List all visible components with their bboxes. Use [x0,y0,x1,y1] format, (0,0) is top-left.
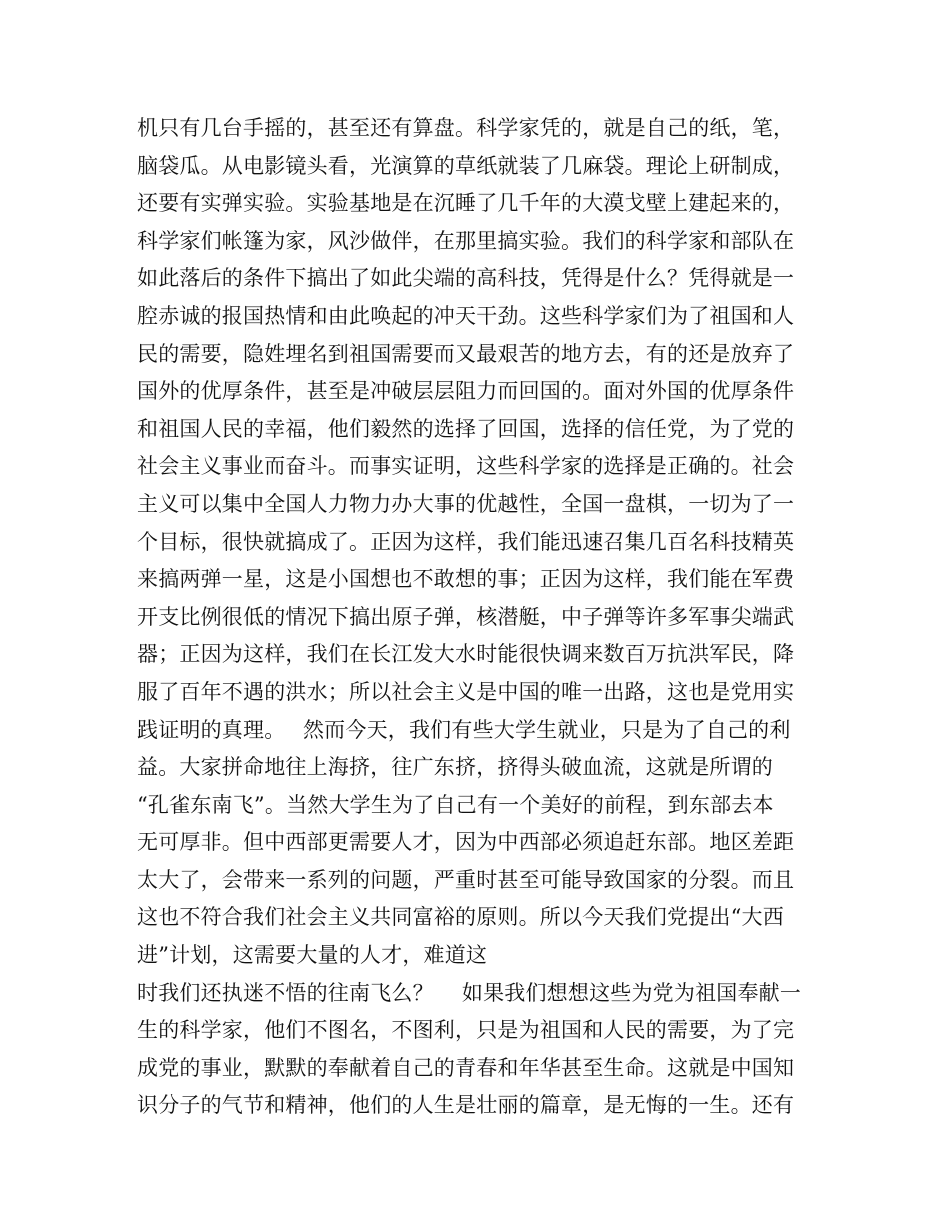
text-line: 识分子的气节和精神，他们的人生是壮丽的篇章，是无悔的一生。还有 [137,1093,795,1118]
text-line: 科学家们帐篷为家，风沙做伴，在那里搞实验。我们的科学家和部队在 [137,228,795,253]
text-line: 国外的优厚条件，甚至是冲破层层阻力而回国的。面对外国的优厚条件 [137,379,795,404]
text-line: 服了百年不遇的洪水；所以社会主义是中国的唯一出路，这也是党用实 [137,679,795,704]
text-line: 器；正因为这样，我们在长江发大水时能很快调来数百万抗洪军民，降 [137,642,795,667]
text-line: 个目标，很快就搞成了。正因为这样，我们能迅速召集几百名科技精英 [137,529,795,554]
text-line: 践证明的真理。 然而今天，我们有些大学生就业，只是为了自己的利 [137,717,791,742]
text-line: 和祖国人民的幸福，他们毅然的选择了回国，选择的信任党，为了党的 [137,416,795,441]
text-line: 还要有实弹实验。实验基地是在沉睡了几千年的大漠戈壁上建起来的， [137,191,795,216]
text-line: 这也不符合我们社会主义共同富裕的原则。所以今天我们党提出“大西 [137,905,784,930]
text-line: 如此落后的条件下搞出了如此尖端的高科技，凭得是什么？凭得就是一 [137,266,795,291]
body-text [137,110,817,1125]
text-line: 成党的事业，默默的奉献着自己的青春和年华甚至生命。这就是中国知 [137,1055,795,1080]
text-line: 无可厚非。但中西部更需要人才，因为中西部必须追赶东部。地区差距 [137,830,795,855]
text-line: 来搞两弹一星，这是小国想也不敢想的事；正因为这样，我们能在军费 [137,567,795,592]
text-line: 社会主义事业而奋斗。而事实证明，这些科学家的选择是正确的。社会 [137,454,795,479]
text-line: “孔雀东南飞”。当然大学生为了自己有一个美好的前程，到东部去本 [137,792,774,817]
text-line: 进”计划，这需要大量的人才，难道这 [137,943,488,968]
text-line: 生的科学家，他们不图名，不图利，只是为祖国和人民的需要，为了完 [137,1018,795,1043]
text-line: 开支比例很低的情况下搞出原子弹，核潜艇，中子弹等许多军事尖端武 [137,604,795,629]
text-line: 太大了，会带来一系列的问题，严重时甚至可能导致国家的分裂。而且 [137,867,795,892]
text-line: 益。大家拼命地往上海挤，往广东挤，挤得头破血流，这就是所谓的 [137,755,773,780]
text-line: 民的需要，隐姓埋名到祖国需要而又最艰苦的地方去，有的还是放弃了 [137,341,795,366]
text-line: 脑袋瓜。从电影镜头看，光演算的草纸就装了几麻袋。理论上研制成， [137,153,795,178]
text-line: 机只有几台手摇的，甚至还有算盘。科学家凭的，就是自己的纸，笔， [137,116,795,140]
text-line: 腔赤诚的报国热情和由此唤起的冲天干劲。这些科学家们为了祖国和人 [137,303,795,328]
text-line: 时我们还执迷不悟的往南飞么？ 如果我们想想这些为党为祖国奉献一 [137,980,802,1005]
text-line: 主义可以集中全国人力物力办大事的优越性，全国一盘棋，一切为了一 [137,491,795,516]
